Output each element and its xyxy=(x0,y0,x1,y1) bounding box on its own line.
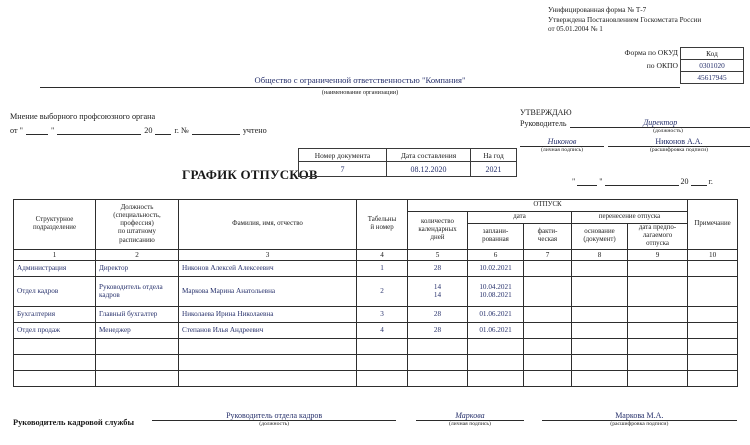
document-year-value[interactable]: 2021 xyxy=(471,162,517,177)
colnum-1: 1 xyxy=(14,249,96,260)
cell-days[interactable] xyxy=(408,338,468,354)
colnum-10: 10 xyxy=(688,249,738,260)
document-info-header-row xyxy=(299,149,517,162)
header-expected-date-l1: дата предпо- xyxy=(638,224,677,231)
footer-signature-field[interactable] xyxy=(416,411,523,427)
cell-actual-date[interactable] xyxy=(524,276,572,306)
okud-value: 0301020 xyxy=(681,60,744,72)
header-basis-document xyxy=(572,224,628,250)
cell-division[interactable] xyxy=(14,338,96,354)
approve-heading: УТВЕРЖДАЮ xyxy=(520,108,572,117)
header-basis-l2: (документ) xyxy=(583,236,616,244)
colnum-3: 3 xyxy=(179,249,357,260)
header-position-l3: профессия) xyxy=(120,220,154,228)
cell-days[interactable]: 28 xyxy=(408,322,468,338)
header-fullname: Фамилия, имя, отчество xyxy=(179,200,357,250)
cell-division[interactable] xyxy=(14,354,96,370)
approve-date-suffix: г. xyxy=(708,177,713,186)
approve-year-blank[interactable] xyxy=(691,177,707,186)
vacation-schedule-table xyxy=(13,199,738,387)
cell-division[interactable]: Отдел кадров xyxy=(14,276,96,306)
cell-position[interactable]: Главный бухгалтер xyxy=(96,306,179,322)
document-number-value[interactable]: 7 xyxy=(299,162,387,177)
footer-fullname-field[interactable] xyxy=(542,411,737,427)
cell-personnel-number[interactable] xyxy=(357,338,408,354)
cell-days[interactable] xyxy=(408,354,468,370)
cell-basis[interactable] xyxy=(572,338,628,354)
header-personnel-number xyxy=(357,200,408,250)
colnum-5: 5 xyxy=(408,249,468,260)
approve-signature-row xyxy=(520,137,750,147)
cell-division[interactable]: Бухгалтерия xyxy=(14,306,96,322)
cell-basis[interactable] xyxy=(572,260,628,276)
cell-basis[interactable] xyxy=(572,370,628,386)
okud-label: Форма по ОКУД xyxy=(624,48,678,57)
cell-personnel-number[interactable] xyxy=(357,370,408,386)
table-row xyxy=(14,306,738,322)
cell-position[interactable]: Руководитель отдела кадров xyxy=(96,276,179,306)
kod-table xyxy=(680,47,744,84)
header-planned-date-l1: заплани- xyxy=(482,228,509,236)
approve-role-label: Руководитель xyxy=(520,119,567,128)
header-planned-date xyxy=(468,224,524,250)
cell-actual-date[interactable] xyxy=(524,306,572,322)
approve-position-value[interactable]: Директор xyxy=(570,118,750,128)
header-personnel-number-l2: й номер xyxy=(370,224,394,232)
cell-personnel-number[interactable]: 2 xyxy=(357,276,408,306)
cell-actual-date[interactable] xyxy=(524,322,572,338)
approve-fullname-caption: (расшифровка подписи) xyxy=(649,147,709,153)
cell-personnel-number[interactable]: 3 xyxy=(357,306,408,322)
header-position-l4: по штатному xyxy=(118,228,156,236)
colnum-6: 6 xyxy=(468,249,524,260)
approve-position-caption: (должность) xyxy=(653,128,683,134)
footer-position-caption: (должность) xyxy=(259,421,290,427)
cell-planned-date[interactable]: 01.06.2021 xyxy=(468,306,524,322)
header-actual-date-l1: факти- xyxy=(537,228,558,236)
cell-note[interactable] xyxy=(688,354,738,370)
cell-personnel-number[interactable]: 1 xyxy=(357,260,408,276)
colnum-9: 9 xyxy=(628,249,688,260)
kod-header: Код xyxy=(681,48,744,60)
cell-fullname[interactable] xyxy=(179,354,357,370)
cell-position[interactable]: Менеджер xyxy=(96,322,179,338)
cell-personnel-number[interactable]: 4 xyxy=(357,322,408,338)
approve-block xyxy=(520,108,750,153)
cell-expected-date[interactable] xyxy=(628,322,688,338)
approve-day-blank[interactable] xyxy=(577,177,597,186)
okpo-value: 45617945 xyxy=(681,72,744,84)
footer-fullname-caption: (расшифровка подписи) xyxy=(610,421,669,427)
cell-fullname[interactable] xyxy=(179,370,357,386)
approve-date-year: 20 xyxy=(680,177,689,186)
footer-position-field[interactable] xyxy=(152,411,396,427)
cell-division[interactable]: Отдел продаж xyxy=(14,322,96,338)
union-day-blank[interactable] xyxy=(26,126,48,135)
form-reference-line-1: Унифицированная форма № Т-7 xyxy=(548,6,647,14)
union-opinion-date-row xyxy=(10,126,267,135)
cell-basis[interactable] xyxy=(572,276,628,306)
footer-position-value: Руководитель отдела кадров xyxy=(152,411,396,421)
colnum-4: 4 xyxy=(357,249,408,260)
table-row xyxy=(14,370,738,386)
cell-division[interactable]: Администрация xyxy=(14,260,96,276)
cell-planned-date[interactable]: 01.06.2021 xyxy=(468,322,524,338)
cell-note[interactable] xyxy=(688,338,738,354)
cell-expected-date[interactable] xyxy=(628,354,688,370)
document-info-value-row xyxy=(299,162,517,177)
cell-planned-date[interactable] xyxy=(468,338,524,354)
cell-fullname[interactable]: Маркова Марина Анатольевна xyxy=(179,276,357,306)
form-reference-line-2: Утверждена Постановлением Госкомстата России xyxy=(548,15,702,24)
cell-fullname[interactable]: Никонов Алексей Алексеевич xyxy=(179,260,357,276)
cell-fullname[interactable]: Николаева Ирина Николаевна xyxy=(179,306,357,322)
footer-fullname-value: Маркова М.А. xyxy=(542,411,737,421)
approve-signature-value[interactable]: Никонов xyxy=(520,137,604,147)
union-quote-close: " xyxy=(50,126,55,135)
approve-date-prefix: " xyxy=(572,177,576,186)
approve-month-blank[interactable] xyxy=(605,177,679,186)
header-calendar-days-l3: дней xyxy=(430,234,445,242)
cell-days[interactable]: 28 xyxy=(408,260,468,276)
cell-position[interactable] xyxy=(96,338,179,354)
document-info-table xyxy=(298,148,517,177)
document-date-header: Дата составления xyxy=(387,149,471,162)
union-year-prefix: 20 xyxy=(144,126,153,135)
cell-fullname[interactable] xyxy=(179,338,357,354)
table-row xyxy=(14,276,738,306)
cell-days[interactable]: 28 xyxy=(408,306,468,322)
form-reference-line-3: от 05.01.2004 № 1 xyxy=(548,25,603,34)
cell-planned-date[interactable] xyxy=(468,370,524,386)
header-expected-date-l3: отпуска xyxy=(646,240,669,248)
grid-column-number-row xyxy=(14,249,738,260)
header-note: Примечание xyxy=(688,200,738,250)
union-number-blank[interactable] xyxy=(192,126,240,135)
footer-label: Руководитель кадровой службы xyxy=(13,418,135,427)
grid-header-row-1 xyxy=(14,200,738,212)
union-date-prefix: от " xyxy=(10,126,23,135)
document-number-header: Номер документа xyxy=(299,149,387,162)
footer-signature-block xyxy=(13,411,737,427)
table-row xyxy=(14,322,738,338)
header-planned-date-l2: рованная xyxy=(482,236,509,244)
header-actual-date-l2: ческая xyxy=(537,236,558,244)
cell-actual-date[interactable] xyxy=(524,260,572,276)
cell-note[interactable] xyxy=(688,322,738,338)
cell-basis[interactable] xyxy=(572,306,628,322)
cell-note[interactable] xyxy=(688,276,738,306)
header-position-l1: Должность xyxy=(120,203,154,211)
header-calendar-days xyxy=(408,212,468,250)
header-group-vacation: ОТПУСК xyxy=(408,200,688,212)
footer-signature-value: Маркова xyxy=(416,411,523,421)
approve-date-quote-close: " xyxy=(599,177,603,186)
cell-actual-date[interactable] xyxy=(524,370,572,386)
header-position-l5: расписанию xyxy=(119,236,155,244)
cell-position[interactable] xyxy=(96,354,179,370)
approve-fullname-value[interactable]: Никонов А.А. xyxy=(608,137,750,147)
union-month-blank[interactable] xyxy=(57,126,141,135)
table-row xyxy=(14,260,738,276)
colnum-8: 8 xyxy=(572,249,628,260)
header-position xyxy=(96,200,179,250)
header-basis-l1: основание xyxy=(584,228,615,236)
cell-expected-date[interactable] xyxy=(628,260,688,276)
cell-planned-date[interactable]: 10.04.2021 10.08.2021 xyxy=(468,276,524,306)
union-suffix: учтено xyxy=(242,126,267,135)
cell-expected-date[interactable] xyxy=(628,338,688,354)
union-year-suffix: г. № xyxy=(174,126,189,135)
header-expected-date xyxy=(628,224,688,250)
cell-actual-date[interactable] xyxy=(524,354,572,370)
organization-caption: (наименование организации) xyxy=(321,89,399,96)
okpo-label: по ОКПО xyxy=(646,61,678,70)
document-year-header: На год xyxy=(471,149,517,162)
approve-position-row xyxy=(520,118,750,128)
approve-date-row xyxy=(572,177,713,186)
form-reference-block xyxy=(548,6,748,35)
approve-signature-caption: (личная подпись) xyxy=(541,147,583,153)
cell-expected-date[interactable] xyxy=(628,276,688,306)
cell-basis[interactable] xyxy=(572,354,628,370)
header-calendar-days-l1: количество xyxy=(421,218,454,225)
cell-planned-date[interactable] xyxy=(468,354,524,370)
cell-note[interactable] xyxy=(688,260,738,276)
cell-personnel-number[interactable] xyxy=(357,354,408,370)
cell-basis[interactable] xyxy=(572,322,628,338)
cell-days[interactable] xyxy=(408,370,468,386)
colnum-7: 7 xyxy=(524,249,572,260)
union-year-blank[interactable] xyxy=(155,126,171,135)
cell-position[interactable]: Директор xyxy=(96,260,179,276)
cell-days[interactable]: 14 14 xyxy=(408,276,468,306)
footer-signature-caption: (личная подпись) xyxy=(448,421,491,427)
header-structural-division: Структурное подразделение xyxy=(14,200,96,250)
header-group-date: дата xyxy=(468,212,572,224)
cell-note[interactable] xyxy=(688,306,738,322)
grid-body xyxy=(14,260,738,386)
document-date-value[interactable]: 08.12.2020 xyxy=(387,162,471,177)
colnum-2: 2 xyxy=(96,249,179,260)
header-group-transfer: перенесение отпуска xyxy=(572,212,688,224)
header-personnel-number-l1: Табельны xyxy=(367,216,397,224)
union-opinion-title: Мнение выборного профсоюзного органа xyxy=(10,112,156,121)
cell-expected-date[interactable] xyxy=(628,370,688,386)
cell-note[interactable] xyxy=(688,370,738,386)
cell-division[interactable] xyxy=(14,370,96,386)
organization-name: Общество с ограниченной ответственностью "Компания" xyxy=(254,75,466,85)
table-row xyxy=(14,354,738,370)
document-title: ГРАФИК ОТПУСКОВ xyxy=(182,167,318,182)
header-calendar-days-l2: календарных xyxy=(418,226,457,234)
header-actual-date xyxy=(524,224,572,250)
header-expected-date-l2: лагаемого xyxy=(642,232,673,240)
header-position-l2: (специальность, xyxy=(113,212,161,219)
cell-planned-date[interactable]: 10.02.2021 xyxy=(468,260,524,276)
table-row xyxy=(14,338,738,354)
cell-actual-date[interactable] xyxy=(524,338,572,354)
cell-expected-date[interactable] xyxy=(628,306,688,322)
cell-fullname[interactable]: Степанов Илья Андреевич xyxy=(179,322,357,338)
cell-position[interactable] xyxy=(96,370,179,386)
